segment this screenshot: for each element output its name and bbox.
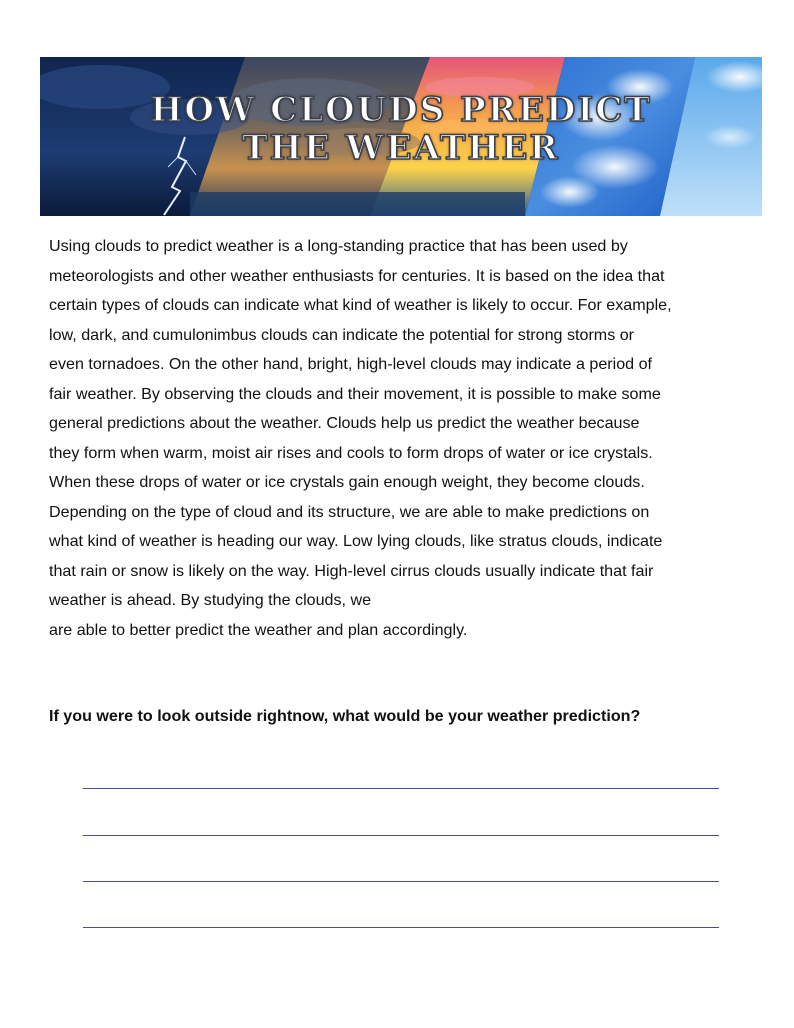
body-line: are able to better predict the weather and plan accordingly. — [49, 620, 468, 639]
question-prompt: If you were to look outside rightnow, what would be your weather prediction? — [49, 707, 641, 725]
body-line: Depending on the type of cloud and its structure, we are able to make predictions on — [49, 502, 650, 521]
body-line: even tornadoes. On the other hand, bright, high-level clouds may indicate a period of — [49, 355, 652, 373]
answer-line-2[interactable] — [83, 835, 719, 836]
body-line: certain types of clouds can indicate what kind of weather is likely to occur. For example, — [49, 296, 672, 314]
body-line: general predictions about the weather. Clouds help us predict the weather because — [49, 414, 640, 432]
title-line-2: THE WEATHER — [242, 128, 560, 168]
page-title — [40, 91, 762, 167]
body-line: they form when warm, moist air rises and cools to form drops of water or ice crystals. — [49, 443, 653, 462]
answer-line-1[interactable] — [83, 788, 719, 789]
body-paragraph — [49, 232, 761, 645]
body-line: low, dark, and cumulonimbus clouds can indicate the potential for strong storms or — [49, 325, 635, 344]
body-line: meteorologists and other weather enthusiasts for centuries. It is based on the idea that — [49, 266, 665, 285]
body-line: what kind of weather is heading our way. Low lying clouds, like stratus clouds, indicate — [49, 532, 663, 550]
body-line: fair weather. By observing the clouds and their movement, it is possible to make some — [49, 384, 661, 403]
body-line: When these drops of water or ice crystals gain enough weight, they become clouds. — [49, 473, 645, 491]
body-line: that rain or snow is likely on the way. High-level cirrus clouds usually indicate that fair — [49, 561, 654, 580]
body-line: weather is ahead. By studying the clouds, we — [49, 591, 372, 609]
answer-line-4[interactable] — [83, 927, 719, 928]
answer-line-3[interactable] — [83, 881, 719, 882]
title-line-1: HOW CLOUDS PREDICT — [150, 90, 652, 130]
header-banner — [40, 57, 762, 216]
body-line: Using clouds to predict weather is a long-standing practice that has been used by — [49, 237, 628, 255]
